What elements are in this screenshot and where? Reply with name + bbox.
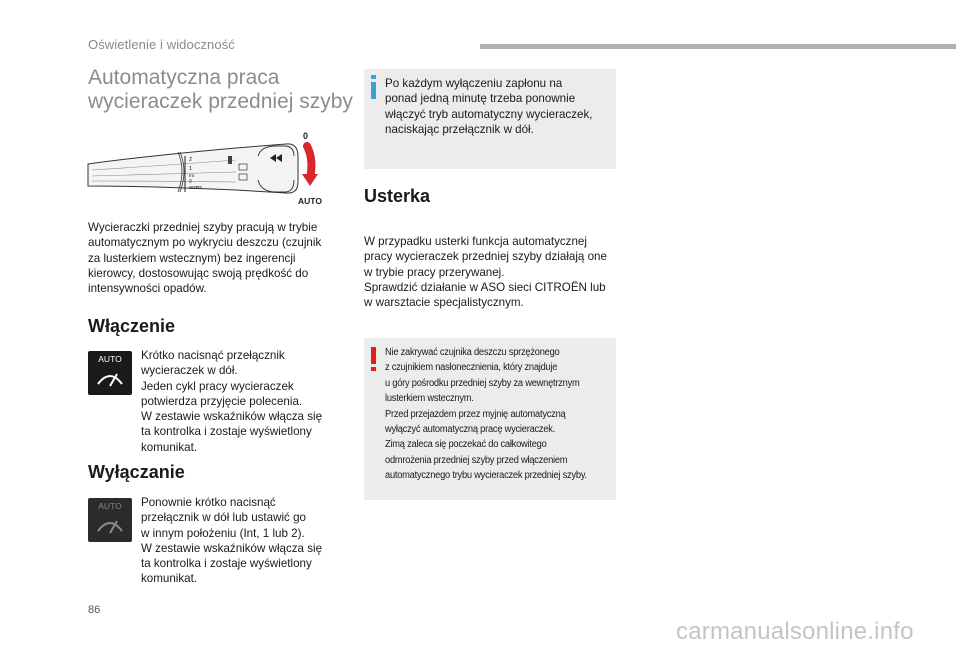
auto-wiper-icon-off (88, 498, 132, 542)
stalk-label-int: Int (189, 173, 195, 178)
header-rule (480, 44, 956, 49)
callout-0: 0 (303, 131, 309, 141)
auto-icon-label-off: AUTO (98, 501, 122, 511)
page-number: 86 (88, 604, 101, 616)
watermark: carmanualsonline.info (676, 618, 914, 645)
fault-text: W przypadku usterki funkcja automatycznej pracy wycieraczek przedniej szyby działają one w trybie pracy przerywanej. Sprawdzić działanie w ASO sieci CITROËN lub w warsztacie specjalistycznym. (364, 235, 607, 310)
warning-note-text: Nie zakrywać czujnika deszczu sprzężonego z czujnikiem nasłonecznienia, który znajduje u góry pośrodku przedniej szyby za wewnętrznym lusterkiem wstecznym. Przed przejazdem przez myjnię automatyczną wyłączyć automatyczną pracę wycieraczek. Zimą zaleca się poczekać do całkowitego odmrożenia przedniej szyby przed włączeniem automatycznego trybu wycieraczek przedniej szyby. (385, 347, 587, 482)
auto-icon-label: AUTO (98, 354, 122, 364)
info-note-text: Po każdym wyłączeniu zapłonu na ponad jedną minutę trzeba ponownie włączyć tryb automatyczny wycieraczek, naciskając przełącznik w dół. (385, 77, 593, 136)
disable-heading: Wyłączanie (88, 462, 185, 482)
auto-wiper-icon-on (88, 351, 132, 395)
enable-heading: Włączenie (88, 316, 176, 336)
disable-text: Ponownie krótko nacisnąć przełącznik w dół lub ustawić go w innym położeniu (Int, 1 lub 2). W zestawie wskaźników włącza się ta kontrolka i zostaje wyświetlony komunikat. (141, 496, 323, 586)
stalk-label-2: 2 (189, 157, 193, 163)
warning-icon (369, 347, 379, 371)
fault-heading: Usterka (364, 186, 431, 206)
info-icon (369, 75, 379, 99)
stalk-label-auto: AUTO (189, 185, 202, 190)
section-header: Oświetlenie i widoczność (88, 37, 235, 52)
enable-text: Krótko nacisnąć przełącznik wycieraczek w dół. Jeden cykl pracy wycieraczek potwierdza przyjęcie polecenia. W zestawie wskaźników włącza się ta kontrolka i zostaje wyświetlony komunikat. (141, 349, 323, 454)
wiper-stalk-illustration (86, 126, 332, 216)
stalk-label-0: 0 (189, 179, 192, 185)
stalk-label-1: 1 (189, 166, 193, 172)
intro-text: Wycieraczki przedniej szyby pracują w trybie automatycznym po wykryciu deszczu (czujnik za lusterkiem wstecznym) bez ingerencji kierowcy, dostosowując swoją prędkość do intensywności opadów. (88, 221, 322, 296)
page-title: Automatyczna praca wycieraczek przedniej szyby (88, 66, 353, 113)
callout-auto: AUTO (298, 196, 322, 206)
